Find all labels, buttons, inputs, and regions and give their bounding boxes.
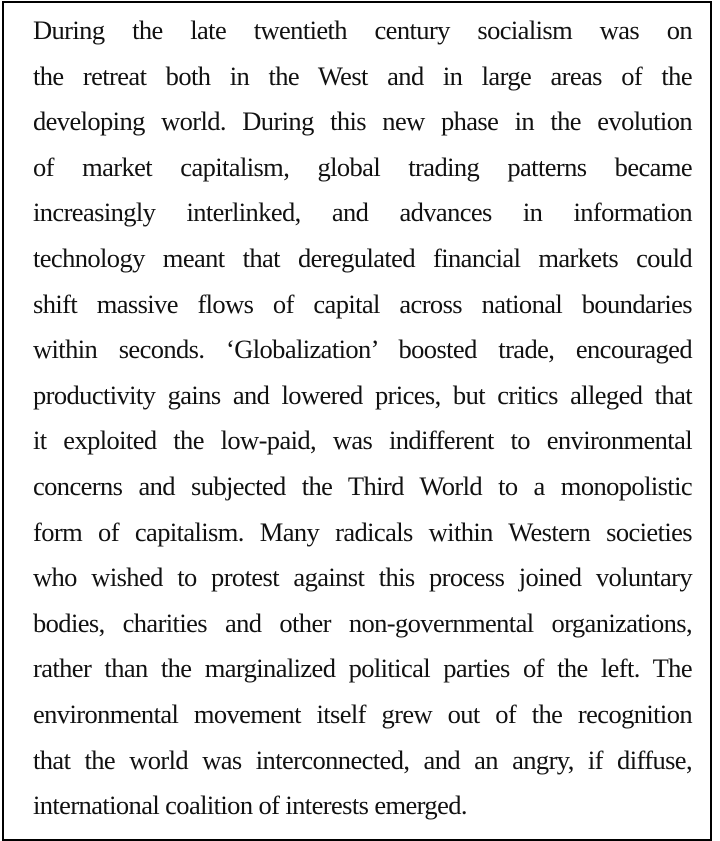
passage-line-text: bodies, charities and other non-governmental organizations,	[33, 607, 692, 638]
passage-line	[33, 696, 692, 742]
passage-line	[33, 422, 692, 468]
passage-line	[33, 605, 692, 651]
passage-line-text: it exploited the low-paid, was indifferent to environmental	[33, 425, 692, 456]
passage-line-text: that the world was interconnected, and an angry, if diffuse,	[33, 744, 692, 775]
passage-line-text: technology meant that deregulated financial markets could	[33, 242, 692, 273]
passage-line-text: within seconds. ‘Globalization’ boosted trade, encouraged	[33, 334, 692, 365]
passage-line-text: form of capitalism. Many radicals within Western societies	[33, 516, 692, 547]
passage-line-text: the retreat both in the West and in large areas of the	[33, 60, 692, 91]
passage-line	[33, 240, 692, 286]
passage-box	[2, 1, 712, 841]
passage-line-text: developing world. During this new phase in the evolution	[33, 106, 692, 137]
passage-line	[33, 12, 692, 58]
passage-line-text: concerns and subjected the Third World to a monopolistic	[33, 470, 692, 501]
passage-line	[33, 58, 692, 104]
passage-line	[33, 787, 692, 833]
passage-line	[33, 149, 692, 195]
passage-text	[33, 12, 692, 833]
passage-line	[33, 286, 692, 332]
passage-line-text: productivity gains and lowered prices, but critics alleged that	[33, 379, 692, 410]
passage-line	[33, 331, 692, 377]
passage-line	[33, 377, 692, 423]
passage-line-text: increasingly interlinked, and advances in information	[33, 197, 692, 228]
passage-line	[33, 514, 692, 560]
passage-line-text: During the late twentieth century socialism was on	[33, 15, 692, 45]
passage-line	[33, 103, 692, 149]
passage-line-text: shift massive flows of capital across national boundaries	[33, 288, 692, 319]
passage-line	[33, 650, 692, 696]
passage-line	[33, 742, 692, 788]
passage-line-text: international coalition of interests emerged.	[33, 790, 467, 821]
passage-line-text: environmental movement itself grew out of the recognition	[33, 698, 692, 729]
passage-line-text: rather than the marginalized political parties of the left. The	[33, 653, 692, 684]
passage-line	[33, 468, 692, 514]
passage-line	[33, 194, 692, 240]
passage-line-text: of market capitalism, global trading patterns became	[33, 151, 692, 182]
passage-line	[33, 559, 692, 605]
passage-line-text: who wished to protest against this process joined voluntary	[33, 562, 692, 593]
